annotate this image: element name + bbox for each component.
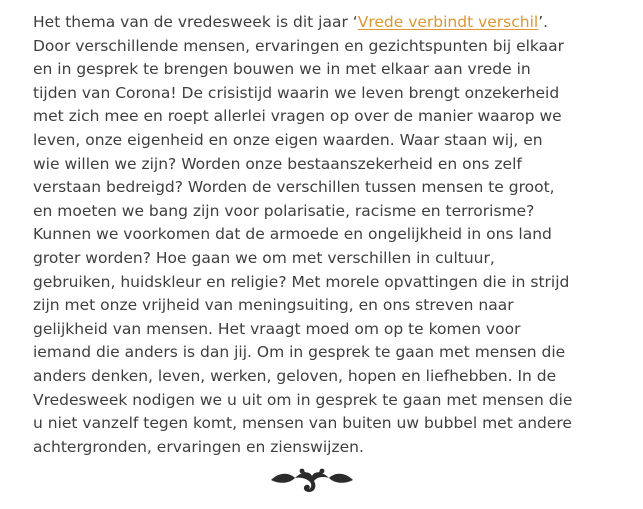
article-line: en moeten we bang zijn voor polarisatie, racisme en terrorisme? xyxy=(33,201,535,220)
article-line: Kunnen we voorkomen dat de armoede en ongelijkheid in ons land xyxy=(33,225,552,244)
article-line: gelijkheid van mensen. Het vraagt moed om op te komen voor xyxy=(33,319,521,338)
article-line: zijn met onze vrijheid van meningsuiting, en ons streven naar xyxy=(33,296,514,315)
intro-text-end: ’. xyxy=(538,13,549,31)
article-line: anders denken, leven, werken, geloven, hopen en liefhebben. In de xyxy=(33,366,557,385)
article-body xyxy=(33,11,619,459)
article-line: wie willen we zijn? Worden onze bestaanszekerheid en ons zelf xyxy=(33,154,522,173)
article-line: achtergronden, ervaringen en zienswijzen. xyxy=(33,437,364,456)
article-line: en in gesprek te brengen bouwen we in met elkaar aan vrede in xyxy=(33,60,531,79)
article-line: Door verschillende mensen, ervaringen en gezichtspunten bij elkaar xyxy=(33,36,564,55)
article-line: leven, onze eigenheid en onze eigen waarden. Waar staan wij, en xyxy=(33,130,543,149)
theme-link[interactable]: Vrede verbindt verschil xyxy=(357,13,539,31)
article-line: tijden van Corona! De crisistijd waarin we leven brengt onzekerheid xyxy=(33,83,560,102)
article-line: iemand die anders is dan jij. Om in gesprek te gaan met mensen die xyxy=(33,343,566,362)
article-line: groter worden? Hoe gaan we om met verschillen in cultuur, xyxy=(33,248,495,267)
article-line: met zich mee en roept allerlei vragen op over de manier waarop we xyxy=(33,107,562,126)
article-line: Vredesweek nodigen we u uit om in gesprek te gaan met mensen die xyxy=(33,390,573,409)
article-line: u niet vanzelf tegen komt, mensen van buiten uw bubbel met andere xyxy=(33,414,572,433)
floral-divider-icon xyxy=(271,466,353,494)
article-line: verstaan bedreigd? Worden de verschillen tussen mensen te groot, xyxy=(33,178,555,197)
article-line: gebruiken, huidskleur en religie? Met morele opvattingen die in strijd xyxy=(33,272,570,291)
intro-text: Het thema van de vredesweek is dit jaar ‘ xyxy=(33,13,358,31)
article-line xyxy=(33,11,619,35)
